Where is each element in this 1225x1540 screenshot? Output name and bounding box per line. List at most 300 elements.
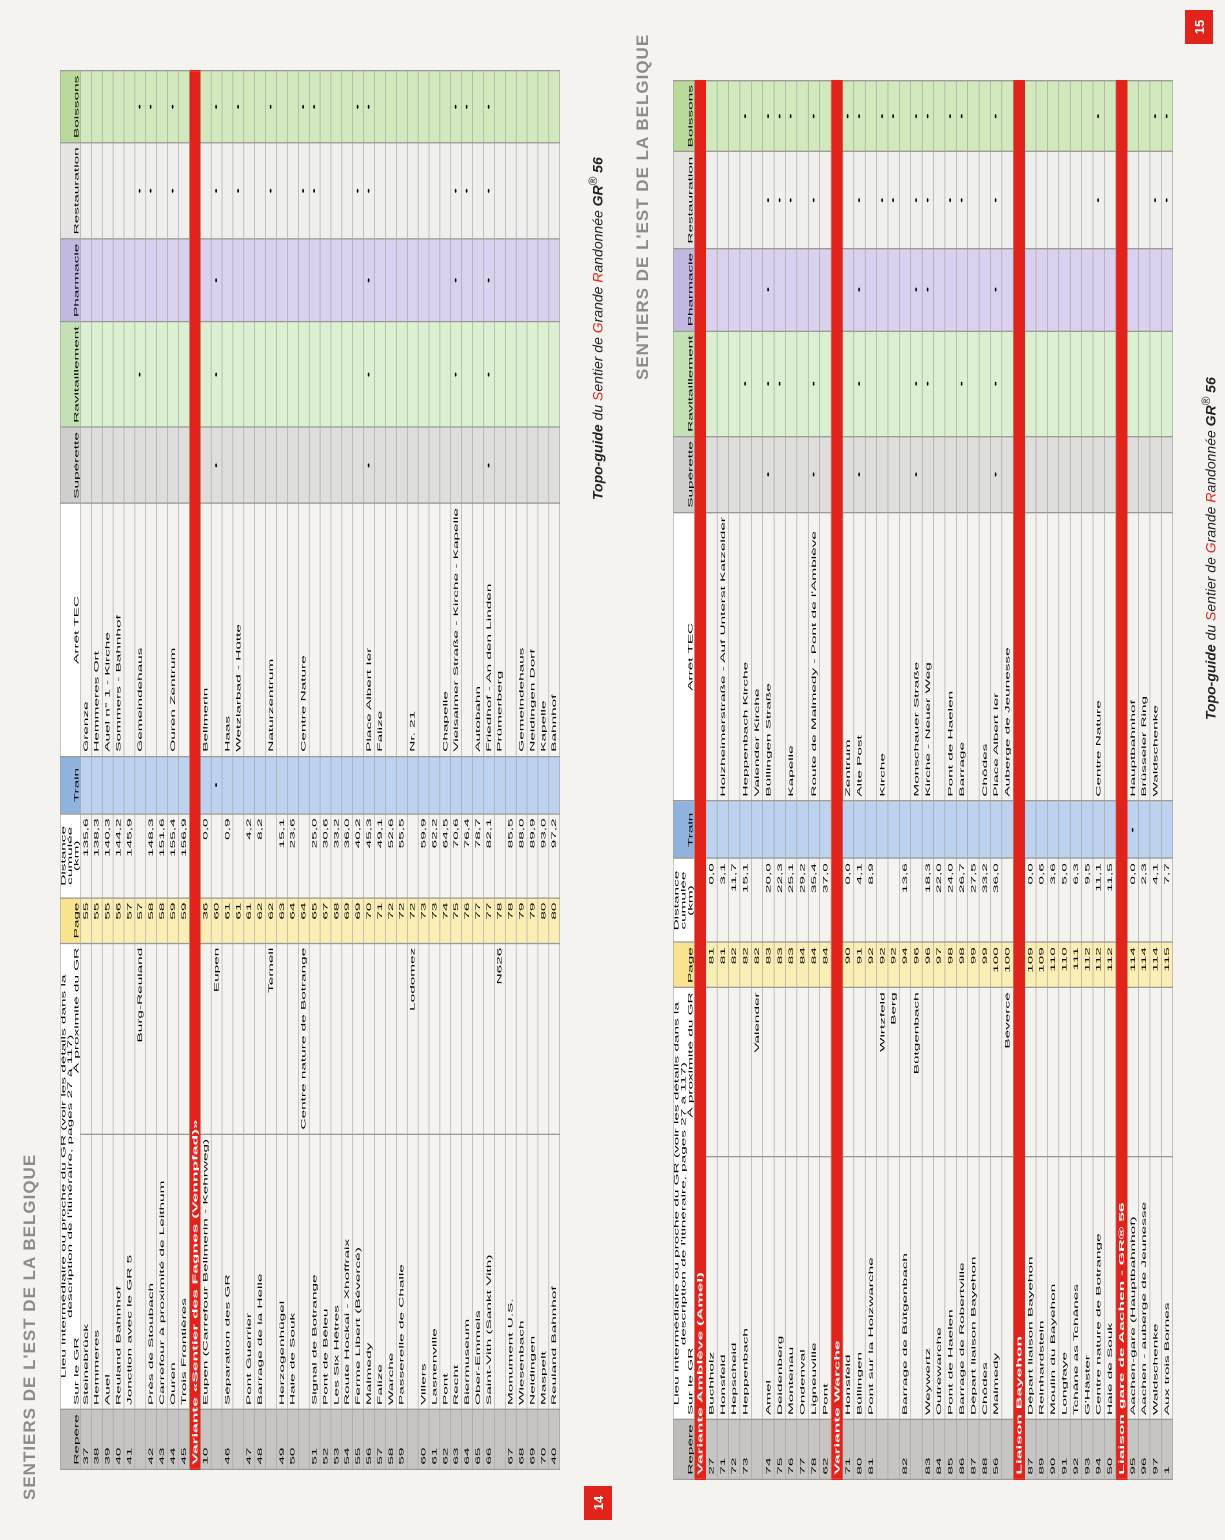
table-row bbox=[854, 80, 865, 1479]
col-prox-gr: À proximité du GR bbox=[687, 992, 695, 1118]
cell-ravitaillement bbox=[124, 322, 135, 428]
cell-sur-gr: Aachen - auberge de Jeunesse bbox=[1139, 1157, 1150, 1420]
cell-prox-gr bbox=[113, 943, 124, 1134]
cell-boissons bbox=[440, 71, 451, 143]
cell-page: 65 bbox=[309, 898, 320, 943]
cell-sur-gr: Eupen (Carrefour Bellmerin - Kehrweg) bbox=[200, 1134, 211, 1409]
cell-sur-gr: Haie de Souk bbox=[1104, 1157, 1115, 1420]
cell-sur-gr: Monument U.S. bbox=[505, 1134, 516, 1409]
cell-ravitaillement bbox=[178, 322, 189, 428]
cell-train bbox=[178, 756, 189, 813]
cell-distance: 36,0 bbox=[342, 814, 353, 898]
cell-arret: Place Albert Ier bbox=[990, 512, 1001, 801]
cell-superette bbox=[934, 437, 945, 513]
cell-page: 112 bbox=[1082, 943, 1093, 988]
cell-sur-gr: Près de Stoubach bbox=[146, 1134, 157, 1409]
cell-ravitaillement bbox=[527, 322, 538, 428]
cell-sur-gr: G'Häster bbox=[1082, 1157, 1093, 1420]
cell-prox-gr bbox=[80, 943, 91, 1134]
cell-boissons bbox=[320, 71, 331, 143]
cell-ravitaillement bbox=[979, 331, 990, 437]
cell-boissons bbox=[331, 71, 342, 143]
cell-sur-gr: Ferme Libert (Bévercé) bbox=[353, 1134, 364, 1409]
cell-sur-gr: Haie de Souk bbox=[287, 1134, 298, 1409]
cell-prox-gr bbox=[979, 988, 990, 1157]
cell-sur-gr: Ondenval bbox=[797, 1157, 808, 1420]
cell-prox-gr bbox=[1139, 988, 1150, 1157]
table-row bbox=[102, 71, 113, 1469]
cell-restauration bbox=[1104, 152, 1115, 248]
cell-ravitaillement bbox=[1139, 331, 1150, 437]
cell-distance bbox=[911, 859, 922, 943]
cell-repere: 45 bbox=[178, 1410, 189, 1470]
cell-ravitaillement bbox=[751, 331, 762, 437]
cell-arret: Valender Kirche bbox=[751, 512, 762, 801]
cell-boissons bbox=[1002, 80, 1013, 152]
cell-train bbox=[888, 801, 899, 858]
cell-pharmacie bbox=[842, 248, 853, 331]
cell-boissons bbox=[1082, 80, 1093, 152]
cell-prox-gr: Bütgenbach bbox=[911, 988, 922, 1157]
cell-distance: 24,0 bbox=[945, 859, 956, 943]
cell-superette bbox=[516, 427, 527, 503]
cell-arret bbox=[1070, 512, 1081, 801]
cell-arret bbox=[934, 512, 945, 801]
cell-train bbox=[538, 756, 549, 813]
cell-arret: Haas bbox=[222, 503, 233, 756]
cell-arret: Bellmerin bbox=[200, 503, 211, 756]
cell-page: 84 bbox=[797, 943, 808, 988]
table-row bbox=[990, 80, 1001, 1479]
table-row bbox=[527, 71, 538, 1469]
col-page: Page bbox=[60, 898, 80, 943]
cell-repere: 56 bbox=[990, 1420, 1001, 1480]
cell-arret bbox=[287, 503, 298, 756]
cell-train bbox=[717, 801, 728, 858]
cell-boissons bbox=[473, 71, 484, 143]
cell-superette bbox=[1150, 437, 1161, 513]
table-row bbox=[1139, 80, 1150, 1479]
cell-train bbox=[277, 756, 288, 813]
cell-ravitaillement bbox=[549, 322, 560, 428]
cell-pharmacie bbox=[418, 239, 429, 322]
cell-prox-gr bbox=[740, 988, 751, 1157]
cell-distance: 22,3 bbox=[774, 859, 785, 943]
cell-train bbox=[483, 756, 494, 813]
cell-ravitaillement bbox=[309, 322, 320, 428]
section-row bbox=[694, 80, 705, 1479]
cell-repere: 10 bbox=[200, 1410, 211, 1470]
cell-superette bbox=[797, 437, 808, 513]
cell-repere bbox=[266, 1410, 277, 1470]
cell-restauration: • bbox=[1150, 152, 1161, 248]
cell-pharmacie bbox=[1093, 248, 1104, 331]
cell-train bbox=[396, 756, 407, 813]
cell-prox-gr bbox=[842, 988, 853, 1157]
cell-page: 97 bbox=[934, 943, 945, 988]
cell-train bbox=[364, 756, 375, 813]
cell-restauration: • bbox=[266, 143, 277, 239]
cell-repere: 91 bbox=[1059, 1420, 1070, 1480]
cell-prox-gr bbox=[244, 943, 255, 1134]
cell-superette: • bbox=[911, 437, 922, 513]
cell-train bbox=[320, 756, 331, 813]
cell-restauration: • bbox=[774, 152, 785, 248]
cell-arret: Vielsalmer Straße - Kirche - Kapelle bbox=[451, 503, 462, 756]
cell-ravitaillement: • bbox=[135, 322, 146, 428]
cell-restauration bbox=[222, 143, 233, 239]
cell-arret bbox=[888, 512, 899, 801]
cell-arret bbox=[899, 512, 910, 801]
cell-repere: 42 bbox=[146, 1410, 157, 1470]
cell-arret bbox=[729, 512, 740, 801]
cell-arret bbox=[385, 503, 396, 756]
table-row bbox=[820, 80, 831, 1479]
cell-sur-gr: Honsfeld bbox=[842, 1157, 853, 1420]
cell-sur-gr: Amel bbox=[763, 1157, 774, 1420]
col-lieu-title: Lieu intermédiaire ou proche du GR (voir les détails dans la description de l'itinéraire, pages 27 à 117) bbox=[60, 974, 74, 1379]
cell-ravitaillement bbox=[407, 322, 418, 428]
cell-repere: 38 bbox=[91, 1410, 102, 1470]
table-row bbox=[233, 71, 244, 1469]
cell-repere: 58 bbox=[385, 1410, 396, 1470]
cell-page: 78 bbox=[505, 898, 516, 943]
cell-ravitaillement bbox=[80, 322, 91, 428]
table-row bbox=[473, 71, 484, 1469]
cell-boissons: • bbox=[740, 80, 751, 152]
cell-ravitaillement: • bbox=[990, 331, 1001, 437]
table-row bbox=[774, 80, 785, 1479]
cell-repere: 59 bbox=[396, 1410, 407, 1470]
cell-repere: 57 bbox=[375, 1410, 386, 1470]
cell-arret: Alte Post bbox=[854, 512, 865, 801]
cell-superette bbox=[774, 437, 785, 513]
table-row bbox=[1070, 80, 1081, 1479]
cell-prox-gr bbox=[956, 988, 967, 1157]
cell-sur-gr: Pont Guerrier bbox=[244, 1134, 255, 1409]
table-row bbox=[785, 80, 796, 1479]
cell-distance: 140,3 bbox=[102, 814, 113, 898]
cell-distance bbox=[751, 859, 762, 943]
cell-repere bbox=[877, 1420, 888, 1480]
cell-pharmacie bbox=[113, 239, 124, 322]
cell-distance: 26,7 bbox=[956, 859, 967, 943]
cell-pharmacie bbox=[1025, 248, 1036, 331]
cell-boissons bbox=[375, 71, 386, 143]
table-row bbox=[211, 71, 222, 1469]
cell-sur-gr: Passerelle de Challe bbox=[396, 1134, 407, 1409]
cell-distance: 11,1 bbox=[1093, 859, 1104, 943]
cell-superette bbox=[91, 427, 102, 503]
cell-ravitaillement bbox=[396, 322, 407, 428]
right-page bbox=[613, 0, 1225, 1540]
cell-page: 100 bbox=[1002, 943, 1013, 988]
cell-page: 69 bbox=[353, 898, 364, 943]
cell-distance: 49,1 bbox=[375, 814, 386, 898]
table-row bbox=[549, 71, 560, 1469]
cell-distance bbox=[298, 814, 309, 898]
cell-page: 60 bbox=[211, 898, 222, 943]
cell-boissons: • bbox=[353, 71, 364, 143]
cell-repere: 62 bbox=[820, 1420, 831, 1480]
cell-superette bbox=[968, 437, 979, 513]
cell-repere: 54 bbox=[342, 1410, 353, 1470]
cell-ravitaillement bbox=[516, 322, 527, 428]
cell-arret: Nr. 21 bbox=[407, 503, 418, 756]
cell-sur-gr: Barrage de Robertville bbox=[956, 1157, 967, 1420]
cell-superette bbox=[1139, 437, 1150, 513]
cell-restauration: • bbox=[353, 143, 364, 239]
cell-arret: Route de Malmedy - Pont de l'Amblève bbox=[808, 512, 819, 801]
cell-repere: 80 bbox=[854, 1420, 865, 1480]
cell-ravitaillement bbox=[797, 331, 808, 437]
cell-sur-gr bbox=[911, 1157, 922, 1420]
cell-sur-gr: Heppenbach bbox=[740, 1157, 751, 1420]
cell-train bbox=[1093, 801, 1104, 858]
cell-prox-gr bbox=[124, 943, 135, 1134]
cell-arret: Prümerberg bbox=[494, 503, 505, 756]
cell-boissons: • bbox=[146, 71, 157, 143]
cell-train bbox=[820, 801, 831, 858]
cell-prox-gr bbox=[462, 943, 473, 1134]
cell-repere: 44 bbox=[168, 1410, 179, 1470]
cell-sur-gr: Centre nature de Botrange bbox=[1093, 1157, 1104, 1420]
cell-train bbox=[309, 756, 320, 813]
cell-repere: 92 bbox=[1070, 1420, 1081, 1480]
cell-prox-gr bbox=[1161, 988, 1172, 1157]
cell-superette bbox=[1093, 437, 1104, 513]
cell-sur-gr: Auel bbox=[102, 1134, 113, 1409]
cell-distance: 148,3 bbox=[146, 814, 157, 898]
cell-distance: 97,2 bbox=[549, 814, 560, 898]
col-ravitaillement: Ravitaillement bbox=[673, 331, 694, 437]
col-pharmacie: Pharmacie bbox=[60, 239, 80, 322]
cell-distance: 135,6 bbox=[80, 814, 91, 898]
cell-restauration: • bbox=[462, 143, 473, 239]
cell-ravitaillement: • bbox=[740, 331, 751, 437]
cell-pharmacie bbox=[945, 248, 956, 331]
cell-distance: 45,3 bbox=[364, 814, 375, 898]
cell-arret: Naturzentrum bbox=[266, 503, 277, 756]
cell-page: 83 bbox=[774, 943, 785, 988]
cell-arret bbox=[353, 503, 364, 756]
cell-page: 114 bbox=[1127, 943, 1138, 988]
cell-pharmacie bbox=[244, 239, 255, 322]
cell-ravitaillement bbox=[505, 322, 516, 428]
cell-boissons: • bbox=[888, 80, 899, 152]
cell-sur-gr: Pont de Bêleu bbox=[320, 1134, 331, 1409]
cell-boissons bbox=[418, 71, 429, 143]
cell-page: 94 bbox=[899, 943, 910, 988]
cell-sur-gr: Chôdes bbox=[979, 1157, 990, 1420]
cell-restauration bbox=[1002, 152, 1013, 248]
cell-train bbox=[451, 756, 462, 813]
cell-sur-gr: Départ liaison Bayehon bbox=[968, 1157, 979, 1420]
cell-distance: 40,2 bbox=[353, 814, 364, 898]
cell-repere: 50 bbox=[1104, 1420, 1115, 1480]
cell-ravitaillement bbox=[233, 322, 244, 428]
cell-repere: 89 bbox=[1036, 1420, 1047, 1480]
cell-ravitaillement bbox=[934, 331, 945, 437]
col-sur-gr: Sur le GR bbox=[73, 1337, 81, 1405]
col-distance: Distance cumulée (km) bbox=[673, 859, 694, 943]
cell-sur-gr: Barrage de Bütgenbach bbox=[899, 1157, 910, 1420]
cell-sur-gr: Outrewarche bbox=[934, 1157, 945, 1420]
cell-restauration: • bbox=[922, 152, 933, 248]
cell-page: 56 bbox=[113, 898, 124, 943]
cell-pharmacie bbox=[1139, 248, 1150, 331]
cell-distance: 6,3 bbox=[1070, 859, 1081, 943]
cell-restauration: • bbox=[956, 152, 967, 248]
col-arret: Arrêt TEC bbox=[673, 512, 694, 801]
footer-r: R bbox=[590, 272, 606, 283]
cell-prox-gr bbox=[429, 943, 440, 1134]
cell-boissons: • bbox=[842, 80, 853, 152]
cell-boissons: • bbox=[298, 71, 309, 143]
cell-restauration bbox=[527, 143, 538, 239]
cell-train bbox=[968, 801, 979, 858]
cell-restauration bbox=[706, 152, 717, 248]
cell-restauration: • bbox=[854, 152, 865, 248]
cell-restauration bbox=[549, 143, 560, 239]
cell-repere: 74 bbox=[763, 1420, 774, 1480]
cell-train bbox=[429, 756, 440, 813]
cell-restauration: • bbox=[146, 143, 157, 239]
cell-pharmacie: • bbox=[211, 239, 222, 322]
cell-train bbox=[1082, 801, 1093, 858]
cell-sur-gr: Trois Frontières bbox=[178, 1134, 189, 1409]
cell-ravitaillement bbox=[888, 331, 899, 437]
cell-prox-gr: Eupen bbox=[211, 943, 222, 1134]
table-row bbox=[842, 80, 853, 1479]
cell-page: 61 bbox=[222, 898, 233, 943]
cell-train bbox=[146, 756, 157, 813]
cell-ravitaillement bbox=[113, 322, 124, 428]
cell-distance: 29,2 bbox=[797, 859, 808, 943]
cell-superette bbox=[157, 427, 168, 503]
cell-arret: Hemmeres Ort bbox=[91, 503, 102, 756]
cell-arret: Kapelle bbox=[538, 503, 549, 756]
cell-boissons bbox=[407, 71, 418, 143]
cell-arret bbox=[865, 512, 876, 801]
cell-arret: Centre Nature bbox=[1093, 512, 1104, 801]
cell-arret bbox=[320, 503, 331, 756]
cell-boissons bbox=[527, 71, 538, 143]
cell-restauration bbox=[440, 143, 451, 239]
cell-pharmacie bbox=[979, 248, 990, 331]
cell-page: 62 bbox=[266, 898, 277, 943]
left-page-number: 14 bbox=[584, 1486, 612, 1520]
cell-distance: 0,0 bbox=[706, 859, 717, 943]
cell-arret: Heppenbach Kirche bbox=[740, 512, 751, 801]
cell-restauration bbox=[418, 143, 429, 239]
cell-boissons bbox=[157, 71, 168, 143]
cell-boissons bbox=[1127, 80, 1138, 152]
cell-train bbox=[440, 756, 451, 813]
cell-repere: 63 bbox=[451, 1410, 462, 1470]
cell-sur-gr: Pont bbox=[440, 1134, 451, 1409]
table-row bbox=[956, 80, 967, 1479]
cell-pharmacie bbox=[1082, 248, 1093, 331]
cell-superette bbox=[385, 427, 396, 503]
cell-restauration: • bbox=[763, 152, 774, 248]
cell-train bbox=[168, 756, 179, 813]
footer-s: S bbox=[590, 391, 606, 401]
cell-sur-gr: Wiesenbach bbox=[516, 1134, 527, 1409]
cell-restauration bbox=[934, 152, 945, 248]
cell-ravitaillement bbox=[429, 322, 440, 428]
cell-pharmacie bbox=[80, 239, 91, 322]
cell-ravitaillement bbox=[1082, 331, 1093, 437]
cell-pharmacie bbox=[1104, 248, 1115, 331]
cell-ravitaillement bbox=[473, 322, 484, 428]
cell-prox-gr bbox=[797, 988, 808, 1157]
table-row bbox=[1047, 80, 1058, 1479]
cell-ravitaillement bbox=[1036, 331, 1047, 437]
cell-page: 72 bbox=[407, 898, 418, 943]
cell-restauration: • bbox=[877, 152, 888, 248]
cell-restauration bbox=[751, 152, 762, 248]
cell-ravitaillement bbox=[462, 322, 473, 428]
cell-pharmacie bbox=[1002, 248, 1013, 331]
table-row bbox=[298, 71, 309, 1469]
cell-arret: Falize bbox=[375, 503, 386, 756]
cell-page: 59 bbox=[168, 898, 179, 943]
cell-repere: 82 bbox=[899, 1420, 910, 1480]
cell-boissons bbox=[494, 71, 505, 143]
cell-pharmacie bbox=[309, 239, 320, 322]
cell-arret: Autobahn bbox=[473, 503, 484, 756]
cell-distance bbox=[877, 859, 888, 943]
cell-train bbox=[1002, 801, 1013, 858]
cell-prox-gr bbox=[353, 943, 364, 1134]
cell-superette bbox=[1047, 437, 1058, 513]
cell-pharmacie bbox=[968, 248, 979, 331]
cell-superette bbox=[407, 427, 418, 503]
cell-page: 82 bbox=[740, 943, 751, 988]
cell-page: 96 bbox=[922, 943, 933, 988]
table-row bbox=[899, 80, 910, 1479]
cell-distance: 155,4 bbox=[168, 814, 179, 898]
cell-ravitaillement bbox=[277, 322, 288, 428]
cell-ravitaillement bbox=[222, 322, 233, 428]
cell-restauration bbox=[80, 143, 91, 239]
table-row bbox=[440, 71, 451, 1469]
cell-ravitaillement bbox=[899, 331, 910, 437]
cell-restauration bbox=[287, 143, 298, 239]
cell-sur-gr: Buchholz bbox=[706, 1157, 717, 1420]
cell-boissons: • bbox=[854, 80, 865, 152]
cell-distance: 13,6 bbox=[899, 859, 910, 943]
cell-restauration: • bbox=[309, 143, 320, 239]
cell-arret bbox=[396, 503, 407, 756]
cell-prox-gr bbox=[865, 988, 876, 1157]
cell-prox-gr bbox=[385, 943, 396, 1134]
cell-repere: 60 bbox=[418, 1410, 429, 1470]
cell-pharmacie bbox=[934, 248, 945, 331]
cell-prox-gr: Bévercé bbox=[1002, 988, 1013, 1157]
cell-arret: Waldschenke bbox=[1150, 512, 1161, 801]
cell-train bbox=[740, 801, 751, 858]
cell-page: 58 bbox=[146, 898, 157, 943]
cell-repere: 81 bbox=[865, 1420, 876, 1480]
cell-pharmacie bbox=[135, 239, 146, 322]
table-row bbox=[797, 80, 808, 1479]
col-repere: Repère bbox=[673, 1420, 694, 1480]
cell-pharmacie bbox=[222, 239, 233, 322]
cell-arret bbox=[277, 503, 288, 756]
cell-sur-gr bbox=[211, 1134, 222, 1409]
